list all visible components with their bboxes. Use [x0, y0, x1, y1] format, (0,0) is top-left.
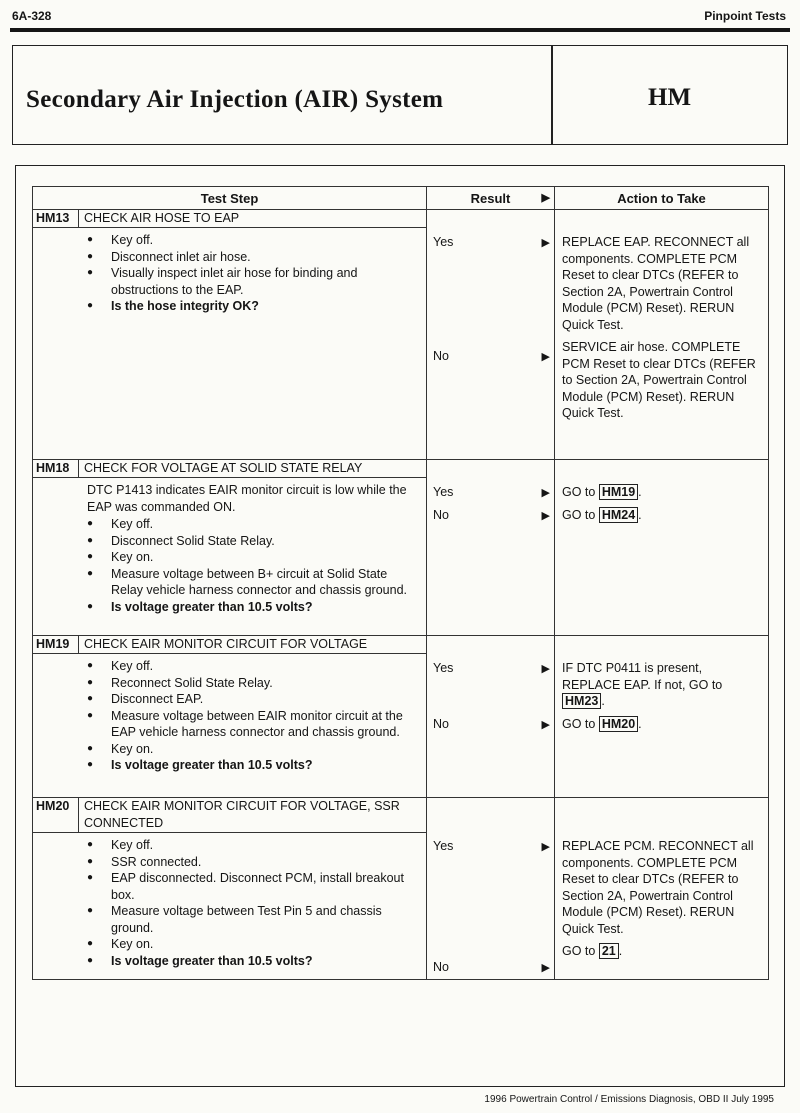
action-cell: [555, 460, 769, 636]
table-row: [33, 210, 769, 460]
step-bullet: ● SSR connected.: [87, 854, 420, 871]
arrow-icon: ▶: [541, 237, 550, 249]
step-bullet: ● Visually inspect inlet air hose for binding and obstructions to the EAP.: [87, 265, 420, 298]
result-cell: [427, 210, 555, 460]
step-body: [33, 833, 426, 973]
step-reference[interactable]: HM24: [599, 507, 638, 523]
step-bullet: ● Measure voltage between EAIR monitor circuit at the EAP vehicle harness connector and chassis ground.: [87, 708, 420, 741]
arrow-icon: ▶: [541, 487, 550, 499]
action-suffix: .: [618, 944, 623, 958]
step-title: CHECK FOR VOLTAGE AT SOLID STATE RELAY: [84, 461, 363, 475]
step-cell: [33, 636, 427, 798]
result-label: Yes: [433, 839, 454, 853]
action-text: REPLACE EAP. RECONNECT all components. COMPLETE PCM Reset to clear DTCs (REFER to Section 2A, Powertrain Control Module (PCM) Reset). RERUN Quick Test.: [562, 235, 750, 332]
step-bullet: ● Disconnect Solid State Relay.: [87, 533, 420, 550]
step-body: [33, 478, 426, 619]
pinpoint-test-table: [32, 186, 769, 980]
step-bullet: ● Key on.: [87, 741, 420, 758]
action-prefix: GO to: [562, 944, 596, 958]
action-cell: [555, 636, 769, 798]
result-item: [427, 716, 554, 733]
step-bullet: ● Reconnect Solid State Relay.: [87, 675, 420, 692]
step-reference[interactable]: 21: [599, 943, 619, 959]
action-cell: [555, 210, 769, 460]
arrow-icon: ▶: [541, 663, 550, 675]
result-label: No: [433, 716, 449, 731]
result-item: [427, 234, 554, 251]
result-cell: [427, 798, 555, 980]
step-reference[interactable]: HM20: [599, 716, 638, 732]
step-header: [33, 210, 426, 228]
step-bullet: ● Disconnect EAP.: [87, 691, 420, 708]
header-result: [427, 187, 555, 210]
header-rule: [10, 28, 790, 32]
step-title: CHECK AIR HOSE TO EAP: [84, 211, 240, 225]
result-label: Yes: [433, 661, 454, 675]
action-suffix: .: [638, 485, 642, 499]
step-header: [33, 798, 426, 833]
step-id: HM20: [33, 798, 79, 832]
page-title: Secondary Air Injection (AIR) System: [26, 86, 444, 113]
action-suffix: .: [638, 507, 642, 522]
action-text: [555, 716, 768, 733]
action-text: REPLACE PCM. RECONNECT all components. COMPLETE PCM Reset to clear DTCs (REFER to Section 2A, Powertrain Control Module (PCM) Reset). RERUN Quick Test.: [562, 839, 754, 936]
table-row: [33, 460, 769, 636]
step-header: [33, 636, 426, 654]
result-label: No: [433, 507, 449, 522]
action-suffix: .: [601, 694, 605, 708]
result-item: [427, 660, 554, 677]
step-bullet: ● Key off.: [87, 232, 420, 249]
action-text: SERVICE air hose. COMPLETE PCM Reset to clear DTCs (REFER to Section 2A, Powertrain Control Module (PCM) Reset). RERUN Quick Test.: [562, 340, 756, 420]
arrow-icon: ▶: [541, 509, 550, 522]
header-result-label: Result: [470, 190, 511, 206]
page-number: 6A-328: [12, 9, 52, 23]
step-bullet: ● Key off.: [87, 658, 420, 675]
step-cell: [33, 798, 427, 980]
arrow-icon: ▶: [541, 718, 550, 731]
result-item: [427, 838, 554, 855]
step-reference[interactable]: HM19: [599, 484, 638, 500]
table-header-row: [33, 187, 769, 210]
arrow-icon: ▶: [541, 841, 550, 853]
step-question: ● Is voltage greater than 10.5 volts?: [87, 757, 420, 774]
action-text: [555, 943, 768, 960]
step-id: HM18: [33, 460, 79, 477]
step-question: ● Is the hose integrity OK?: [87, 298, 420, 315]
result-label: No: [433, 348, 449, 363]
step-title: CHECK EAIR MONITOR CIRCUIT FOR VOLTAGE: [84, 637, 368, 651]
step-bullet: ● Disconnect inlet air hose.: [87, 249, 420, 266]
footer-text: 1996 Powertrain Control / Emissions Diagnosis, OBD II July 1995: [484, 1094, 774, 1105]
arrow-icon: ▶: [541, 961, 550, 974]
result-item: [427, 959, 554, 976]
step-bullet: ● Measure voltage between Test Pin 5 and chassis ground.: [87, 903, 420, 936]
result-cell: [427, 636, 555, 798]
action-prefix: GO to: [562, 507, 596, 522]
step-bullet: ● Measure voltage between B+ circuit at Solid State Relay vehicle harness connector and chassis ground.: [87, 566, 420, 599]
action-text: [555, 484, 768, 501]
step-body: [33, 654, 426, 778]
action-text: [555, 660, 768, 710]
action-prefix: GO to: [562, 716, 596, 731]
step-bullet: ● EAP disconnected. Disconnect PCM, install breakout box.: [87, 870, 420, 903]
action-prefix: IF DTC P0411 is present, REPLACE EAP. If not, GO to: [562, 661, 723, 692]
step-bullet: ● Key on.: [87, 549, 420, 566]
step-bullet: ● Key off.: [87, 516, 420, 533]
table-row: [33, 798, 769, 980]
result-cell: [427, 460, 555, 636]
table-row: [33, 636, 769, 798]
arrow-icon: ▶: [541, 192, 550, 204]
step-title: CHECK EAIR MONITOR CIRCUIT FOR VOLTAGE, SSR CONNECTED: [84, 799, 400, 830]
action-text: [555, 507, 768, 524]
header-action: Action to Take: [555, 187, 769, 210]
step-id: HM19: [33, 636, 79, 653]
step-bullet: ● Key on.: [87, 936, 420, 953]
step-intro: DTC P1413 indicates EAIR monitor circuit is low while the EAP was commanded ON.: [87, 483, 407, 514]
result-item: [427, 484, 554, 501]
result-label: Yes: [433, 235, 454, 249]
header-test-step: Test Step: [33, 187, 427, 210]
step-question: ● Is voltage greater than 10.5 volts?: [87, 599, 420, 616]
arrow-icon: ▶: [541, 350, 550, 363]
step-cell: [33, 210, 427, 460]
step-reference[interactable]: HM23: [562, 693, 601, 709]
step-header: [33, 460, 426, 478]
result-label: Yes: [433, 485, 454, 499]
step-body: [33, 228, 426, 319]
step-cell: [33, 460, 427, 636]
title-divider: [551, 46, 553, 144]
step-bullet: ● Key off.: [87, 837, 420, 854]
step-id: HM13: [33, 210, 79, 227]
result-item: [427, 507, 554, 524]
result-item: [427, 348, 554, 365]
section-code: HM: [648, 84, 692, 111]
step-question: ● Is voltage greater than 10.5 volts?: [87, 953, 420, 970]
action-prefix: GO to: [562, 485, 596, 499]
action-cell: [555, 798, 769, 980]
result-label: No: [433, 959, 449, 974]
section-title: Pinpoint Tests: [704, 9, 786, 23]
action-suffix: .: [638, 716, 642, 731]
